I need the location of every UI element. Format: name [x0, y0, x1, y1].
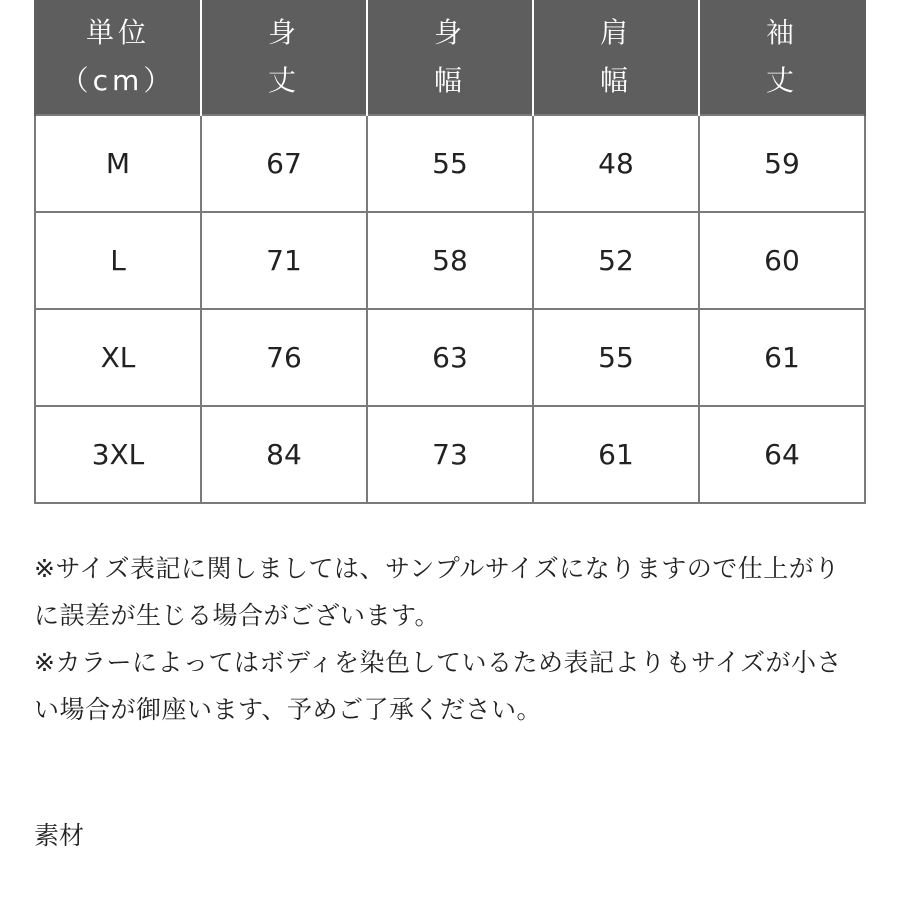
header-shoulder-width-line1: 肩	[599, 16, 632, 49]
header-unit-line1: 単位	[85, 16, 150, 49]
table-cell: 58	[367, 212, 533, 309]
header-body-width-line1: 身	[433, 16, 466, 49]
header-shoulder-width	[533, 0, 699, 115]
size-label-cell: 3XL	[35, 406, 201, 503]
table-cell: 73	[367, 406, 533, 503]
table-row	[35, 309, 865, 406]
header-body-width	[367, 0, 533, 115]
header-sleeve-length-line1: 袖	[765, 16, 798, 49]
header-body-length-line2: 丈	[267, 64, 300, 97]
size-chart-table	[34, 0, 866, 504]
table-cell: 71	[201, 212, 367, 309]
header-sleeve-length	[699, 0, 865, 115]
table-row	[35, 406, 865, 503]
header-sleeve-length-line2: 丈	[765, 64, 798, 97]
table-cell: 55	[533, 309, 699, 406]
table-cell: 55	[367, 115, 533, 212]
size-label-cell: M	[35, 115, 201, 212]
table-cell: 67	[201, 115, 367, 212]
table-cell: 61	[699, 309, 865, 406]
size-note-dyed-color: ※カラーによってはボディを染色しているため表記よりもサイズが小さい場合が御座います、予めご了承ください。	[34, 648, 842, 724]
header-unit	[35, 0, 201, 115]
table-row	[35, 115, 865, 212]
material-heading: 素材	[34, 821, 85, 850]
header-shoulder-width-line2: 幅	[599, 64, 632, 97]
table-cell: 61	[533, 406, 699, 503]
table-cell: 76	[201, 309, 367, 406]
table-cell: 84	[201, 406, 367, 503]
size-notes	[34, 545, 864, 733]
table-cell: 48	[533, 115, 699, 212]
size-label-cell: XL	[35, 309, 201, 406]
size-chart-body	[35, 115, 865, 503]
table-cell: 59	[699, 115, 865, 212]
size-chart-header	[35, 0, 865, 115]
table-cell: 63	[367, 309, 533, 406]
table-row	[35, 212, 865, 309]
header-unit-line2: （cm）	[60, 64, 176, 97]
header-body-length	[201, 0, 367, 115]
header-body-width-line2: 幅	[433, 64, 466, 97]
table-cell: 60	[699, 212, 865, 309]
header-body-length-line1: 身	[267, 16, 300, 49]
size-note-sample: ※サイズ表記に関しましては、サンプルサイズになりますので仕上がりに誤差が生じる場合がございます。	[34, 554, 840, 630]
table-cell: 52	[533, 212, 699, 309]
size-label-cell: L	[35, 212, 201, 309]
table-cell: 64	[699, 406, 865, 503]
header-row	[35, 0, 865, 115]
